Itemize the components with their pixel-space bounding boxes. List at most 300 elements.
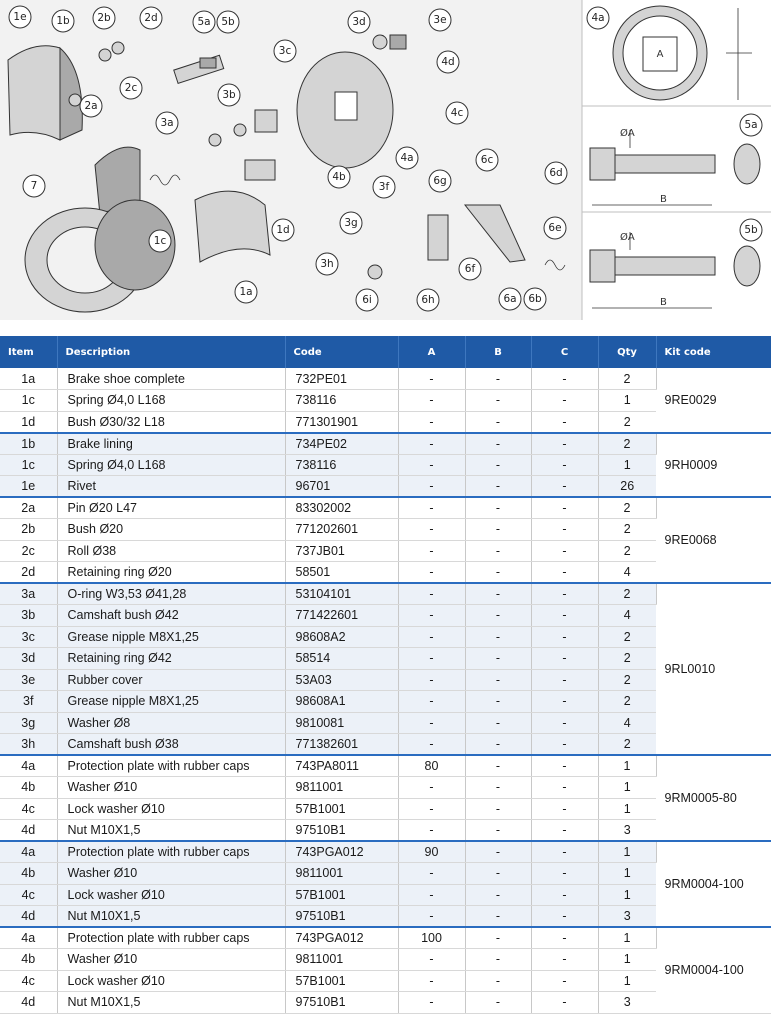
callout-3c — [274, 40, 296, 62]
diagram-canvas — [0, 0, 771, 320]
svg-text:4c: 4c — [450, 107, 464, 119]
svg-text:ØA: ØA — [620, 128, 635, 139]
svg-text:4d: 4d — [441, 56, 455, 68]
cell-qty: 2 — [598, 497, 656, 519]
cell-qty: 3 — [598, 820, 656, 842]
cell-a: - — [398, 497, 465, 519]
cell-a: - — [398, 863, 465, 885]
svg-text:3e: 3e — [433, 14, 447, 26]
table-row — [0, 820, 771, 842]
cell-b: - — [465, 669, 531, 691]
cell-qty: 1 — [598, 390, 656, 412]
cell-code: 732PE01 — [285, 368, 398, 390]
table-row — [0, 884, 771, 906]
cell-item: 1a — [0, 368, 57, 390]
svg-text:1b: 1b — [56, 15, 70, 27]
cell-item: 4d — [0, 906, 57, 928]
svg-text:2b: 2b — [97, 12, 111, 24]
svg-text:2d: 2d — [144, 12, 158, 24]
table-row — [0, 626, 771, 648]
svg-text:6b: 6b — [528, 293, 542, 305]
table-row — [0, 755, 771, 777]
cell-a: - — [398, 777, 465, 799]
table-row — [0, 669, 771, 691]
brake-drum-drawing — [25, 200, 175, 312]
callout-3h — [316, 253, 338, 275]
cell-kit-code: 9RM0005-80 — [656, 755, 771, 841]
table-row — [0, 540, 771, 562]
svg-text:6g: 6g — [433, 175, 447, 187]
cell-c: - — [531, 777, 598, 799]
svg-text:4a: 4a — [400, 152, 414, 164]
cell-description: Brake shoe complete — [57, 368, 285, 390]
cell-kit-code: 9RH0009 — [656, 433, 771, 498]
table-row — [0, 691, 771, 713]
cell-code: 57B1001 — [285, 884, 398, 906]
table-row — [0, 949, 771, 971]
cell-b: - — [465, 497, 531, 519]
cell-a: - — [398, 734, 465, 756]
cell-description: Washer Ø10 — [57, 863, 285, 885]
cell-qty: 1 — [598, 454, 656, 476]
callout-4a-panel — [587, 7, 609, 29]
cell-b: - — [465, 411, 531, 433]
svg-text:B: B — [660, 297, 667, 308]
svg-text:3c: 3c — [278, 45, 292, 57]
table-row — [0, 433, 771, 455]
table-row — [0, 992, 771, 1014]
callout-6a — [499, 288, 521, 310]
cell-a: - — [398, 648, 465, 670]
cell-a: - — [398, 454, 465, 476]
callout-6i — [356, 289, 378, 311]
cell-code: 771382601 — [285, 734, 398, 756]
cell-b: - — [465, 949, 531, 971]
svg-text:2c: 2c — [124, 82, 138, 94]
cell-item: 2a — [0, 497, 57, 519]
cell-item: 3f — [0, 691, 57, 713]
cell-b: - — [465, 992, 531, 1014]
cell-b: - — [465, 755, 531, 777]
cell-description: Rubber cover — [57, 669, 285, 691]
cell-c: - — [531, 927, 598, 949]
svg-text:7: 7 — [30, 180, 38, 192]
cell-item: 4a — [0, 841, 57, 863]
callout-3a — [156, 112, 178, 134]
svg-text:6i: 6i — [362, 294, 372, 306]
cell-code: 97510B1 — [285, 906, 398, 928]
cell-code: 97510B1 — [285, 820, 398, 842]
cell-b: - — [465, 562, 531, 584]
cell-a: - — [398, 540, 465, 562]
cell-description: Protection plate with rubber caps — [57, 841, 285, 863]
cell-item: 3a — [0, 583, 57, 605]
cell-b: - — [465, 476, 531, 498]
cell-a: - — [398, 583, 465, 605]
svg-text:4a: 4a — [591, 12, 605, 24]
table-row — [0, 927, 771, 949]
cell-item: 4d — [0, 820, 57, 842]
svg-text:3g: 3g — [344, 217, 358, 229]
callout-4c — [446, 102, 468, 124]
cell-b: - — [465, 626, 531, 648]
cell-b: - — [465, 605, 531, 627]
cell-description: Lock washer Ø10 — [57, 884, 285, 906]
svg-text:1d: 1d — [276, 224, 290, 236]
cell-item: 1b — [0, 433, 57, 455]
svg-text:1a: 1a — [239, 286, 253, 298]
cell-a: - — [398, 605, 465, 627]
cell-qty: 2 — [598, 540, 656, 562]
callout-4a — [396, 147, 418, 169]
callout-5b-panel — [740, 219, 762, 241]
cell-code: 57B1001 — [285, 970, 398, 992]
table-row — [0, 390, 771, 412]
cell-item: 1d — [0, 411, 57, 433]
cell-qty: 1 — [598, 755, 656, 777]
header-c: C — [531, 336, 598, 368]
cell-b: - — [465, 454, 531, 476]
cell-item: 3c — [0, 626, 57, 648]
callout-6e — [544, 217, 566, 239]
header-kit-code: Kit code — [656, 336, 771, 368]
svg-text:B: B — [660, 194, 667, 205]
cell-code: 57B1001 — [285, 798, 398, 820]
cell-code: 58514 — [285, 648, 398, 670]
svg-text:5a: 5a — [744, 119, 758, 131]
cell-c: - — [531, 755, 598, 777]
callout-3e — [429, 9, 451, 31]
cell-qty: 26 — [598, 476, 656, 498]
cell-code: 743PA8011 — [285, 755, 398, 777]
cell-description: Washer Ø10 — [57, 949, 285, 971]
svg-text:5b: 5b — [744, 224, 758, 236]
cell-c: - — [531, 454, 598, 476]
callout-3g — [340, 212, 362, 234]
cell-description: O-ring W3,53 Ø41,28 — [57, 583, 285, 605]
cell-c: - — [531, 691, 598, 713]
cell-a: - — [398, 519, 465, 541]
cell-description: Nut M10X1,5 — [57, 906, 285, 928]
cell-description: Camshaft bush Ø42 — [57, 605, 285, 627]
callout-6f — [459, 258, 481, 280]
cell-item: 4b — [0, 777, 57, 799]
cell-description: Protection plate with rubber caps — [57, 755, 285, 777]
cell-code: 96701 — [285, 476, 398, 498]
cell-item: 3d — [0, 648, 57, 670]
table-row — [0, 798, 771, 820]
cell-qty: 1 — [598, 927, 656, 949]
cell-a: - — [398, 411, 465, 433]
callout-3f — [373, 176, 395, 198]
cell-qty: 3 — [598, 906, 656, 928]
cell-code: 738116 — [285, 454, 398, 476]
callout-1e — [9, 6, 31, 28]
cell-b: - — [465, 820, 531, 842]
cell-description: Nut M10X1,5 — [57, 992, 285, 1014]
svg-text:4b: 4b — [332, 171, 346, 183]
cell-c: - — [531, 411, 598, 433]
brake-lining-drawing — [8, 46, 82, 140]
table-row — [0, 648, 771, 670]
cell-qty: 4 — [598, 562, 656, 584]
cell-c: - — [531, 540, 598, 562]
cell-c: - — [531, 884, 598, 906]
cell-a: - — [398, 949, 465, 971]
callout-3b — [218, 84, 240, 106]
cell-b: - — [465, 798, 531, 820]
cell-description: Grease nipple M8X1,25 — [57, 626, 285, 648]
cell-c: - — [531, 433, 598, 455]
table-row — [0, 454, 771, 476]
cell-description: Pin Ø20 L47 — [57, 497, 285, 519]
cell-kit-code: 9RM0004-100 — [656, 841, 771, 927]
cell-qty: 2 — [598, 626, 656, 648]
cell-a: - — [398, 368, 465, 390]
cell-b: - — [465, 841, 531, 863]
cell-code: 98608A1 — [285, 691, 398, 713]
cell-a: - — [398, 691, 465, 713]
camshaft-drawing — [174, 55, 224, 83]
cell-item: 3e — [0, 669, 57, 691]
cell-description: Spring Ø4,0 L168 — [57, 454, 285, 476]
cell-c: - — [531, 669, 598, 691]
svg-text:6f: 6f — [464, 263, 476, 275]
cell-code: 58501 — [285, 562, 398, 584]
table-row — [0, 562, 771, 584]
cell-item: 1c — [0, 390, 57, 412]
cell-c: - — [531, 583, 598, 605]
svg-text:6h: 6h — [421, 294, 435, 306]
cell-a: - — [398, 992, 465, 1014]
cell-b: - — [465, 863, 531, 885]
callout-6c — [476, 149, 498, 171]
cell-item: 4a — [0, 927, 57, 949]
cell-description: Rivet — [57, 476, 285, 498]
cell-c: - — [531, 605, 598, 627]
svg-text:6c: 6c — [480, 154, 494, 166]
cell-description: Lock washer Ø10 — [57, 798, 285, 820]
cell-description: Retaining ring Ø42 — [57, 648, 285, 670]
cell-b: - — [465, 734, 531, 756]
table-row — [0, 906, 771, 928]
cell-description: Bush Ø30/32 L18 — [57, 411, 285, 433]
cell-b: - — [465, 712, 531, 734]
cell-c: - — [531, 798, 598, 820]
svg-text:1e: 1e — [13, 11, 27, 23]
cell-b: - — [465, 368, 531, 390]
cell-kit-code: 9RM0004-100 — [656, 927, 771, 1013]
callout-3d — [348, 11, 370, 33]
svg-text:3d: 3d — [352, 16, 366, 28]
exploded-parts-diagram — [0, 0, 771, 320]
svg-text:1c: 1c — [153, 235, 167, 247]
cell-a: 90 — [398, 841, 465, 863]
cell-description: Protection plate with rubber caps — [57, 927, 285, 949]
callout-1c — [149, 230, 171, 252]
cell-code: 734PE02 — [285, 433, 398, 455]
cell-code: 771422601 — [285, 605, 398, 627]
callout-1b — [52, 10, 74, 32]
cell-code: 743PGA012 — [285, 841, 398, 863]
cell-b: - — [465, 777, 531, 799]
cell-a: - — [398, 884, 465, 906]
cell-code: 53104101 — [285, 583, 398, 605]
cell-qty: 1 — [598, 949, 656, 971]
table-row — [0, 863, 771, 885]
cell-a: 80 — [398, 755, 465, 777]
cell-qty: 2 — [598, 583, 656, 605]
cell-item: 2b — [0, 519, 57, 541]
cell-b: - — [465, 583, 531, 605]
svg-text:3h: 3h — [320, 258, 334, 270]
parts-table-wrapper — [0, 336, 771, 1014]
svg-text:6e: 6e — [548, 222, 562, 234]
table-row — [0, 368, 771, 390]
table-row — [0, 712, 771, 734]
cell-b: - — [465, 884, 531, 906]
callout-1d — [272, 219, 294, 241]
cell-c: - — [531, 562, 598, 584]
cell-c: - — [531, 626, 598, 648]
cell-kit-code: 9RE0068 — [656, 497, 771, 583]
cell-qty: 2 — [598, 691, 656, 713]
cell-description: Washer Ø8 — [57, 712, 285, 734]
cell-qty: 2 — [598, 734, 656, 756]
table-row — [0, 605, 771, 627]
cell-c: - — [531, 734, 598, 756]
cell-b: - — [465, 540, 531, 562]
cell-c: - — [531, 368, 598, 390]
header-description: Description — [57, 336, 285, 368]
svg-text:2a: 2a — [84, 100, 98, 112]
cell-a: - — [398, 433, 465, 455]
parts-table — [0, 336, 771, 1014]
cell-qty: 1 — [598, 777, 656, 799]
cell-qty: 4 — [598, 712, 656, 734]
table-row — [0, 841, 771, 863]
cell-code: 53A03 — [285, 669, 398, 691]
cell-c: - — [531, 863, 598, 885]
cell-code: 9811001 — [285, 949, 398, 971]
cell-c: - — [531, 476, 598, 498]
cell-kit-code: 9RE0029 — [656, 368, 771, 433]
cell-description: Washer Ø10 — [57, 777, 285, 799]
callout-4b — [328, 166, 350, 188]
cell-qty: 2 — [598, 669, 656, 691]
cell-a: - — [398, 798, 465, 820]
cell-code: 738116 — [285, 390, 398, 412]
cell-description: Retaining ring Ø20 — [57, 562, 285, 584]
svg-text:5b: 5b — [221, 16, 235, 28]
cell-code: 9811001 — [285, 777, 398, 799]
cell-a: - — [398, 476, 465, 498]
callout-6b — [524, 288, 546, 310]
cell-a: - — [398, 562, 465, 584]
cell-qty: 1 — [598, 884, 656, 906]
cell-qty: 2 — [598, 411, 656, 433]
cell-item: 3h — [0, 734, 57, 756]
cell-item: 3b — [0, 605, 57, 627]
cell-b: - — [465, 906, 531, 928]
cell-c: - — [531, 648, 598, 670]
cell-item: 4c — [0, 970, 57, 992]
table-row — [0, 734, 771, 756]
table-row — [0, 411, 771, 433]
cell-b: - — [465, 390, 531, 412]
cell-kit-code: 9RL0010 — [656, 583, 771, 755]
callout-2c — [120, 77, 142, 99]
header-b: B — [465, 336, 531, 368]
cell-qty: 2 — [598, 519, 656, 541]
cell-description: Grease nipple M8X1,25 — [57, 691, 285, 713]
cell-a: - — [398, 906, 465, 928]
svg-text:5a: 5a — [197, 16, 211, 28]
cell-description: Bush Ø20 — [57, 519, 285, 541]
cell-code: 9810081 — [285, 712, 398, 734]
table-row — [0, 777, 771, 799]
header-code: Code — [285, 336, 398, 368]
cell-item: 1e — [0, 476, 57, 498]
table-row — [0, 519, 771, 541]
cell-code: 771202601 — [285, 519, 398, 541]
cell-description: Lock washer Ø10 — [57, 970, 285, 992]
header-a: A — [398, 336, 465, 368]
table-row — [0, 970, 771, 992]
cell-description: Spring Ø4,0 L168 — [57, 390, 285, 412]
cell-c: - — [531, 841, 598, 863]
cell-qty: 1 — [598, 863, 656, 885]
cell-qty: 1 — [598, 970, 656, 992]
cell-item: 4c — [0, 798, 57, 820]
cell-qty: 2 — [598, 368, 656, 390]
cell-code: 737JB01 — [285, 540, 398, 562]
protection-plate-drawing — [297, 52, 393, 168]
cell-c: - — [531, 949, 598, 971]
svg-text:3f: 3f — [378, 181, 390, 193]
cell-c: - — [531, 992, 598, 1014]
cell-code: 83302002 — [285, 497, 398, 519]
svg-text:3a: 3a — [160, 117, 174, 129]
svg-text:3b: 3b — [222, 89, 236, 101]
callout-2d — [140, 7, 162, 29]
cell-qty: 2 — [598, 433, 656, 455]
cell-c: - — [531, 390, 598, 412]
cell-description: Brake lining — [57, 433, 285, 455]
cell-a: - — [398, 626, 465, 648]
cell-c: - — [531, 497, 598, 519]
cell-a: 100 — [398, 927, 465, 949]
cell-item: 2c — [0, 540, 57, 562]
cell-code: 98608A2 — [285, 626, 398, 648]
cell-b: - — [465, 433, 531, 455]
cell-a: - — [398, 669, 465, 691]
svg-text:6d: 6d — [549, 167, 563, 179]
cell-a: - — [398, 390, 465, 412]
cell-description: Camshaft bush Ø38 — [57, 734, 285, 756]
cell-qty: 1 — [598, 798, 656, 820]
callout-5a-panel — [740, 114, 762, 136]
cell-a: - — [398, 712, 465, 734]
cell-description: Nut M10X1,5 — [57, 820, 285, 842]
cell-b: - — [465, 970, 531, 992]
cell-code: 9811001 — [285, 863, 398, 885]
cell-c: - — [531, 820, 598, 842]
callout-2b — [93, 7, 115, 29]
cell-qty: 4 — [598, 605, 656, 627]
cell-description: Roll Ø38 — [57, 540, 285, 562]
callout-5b — [217, 11, 239, 33]
